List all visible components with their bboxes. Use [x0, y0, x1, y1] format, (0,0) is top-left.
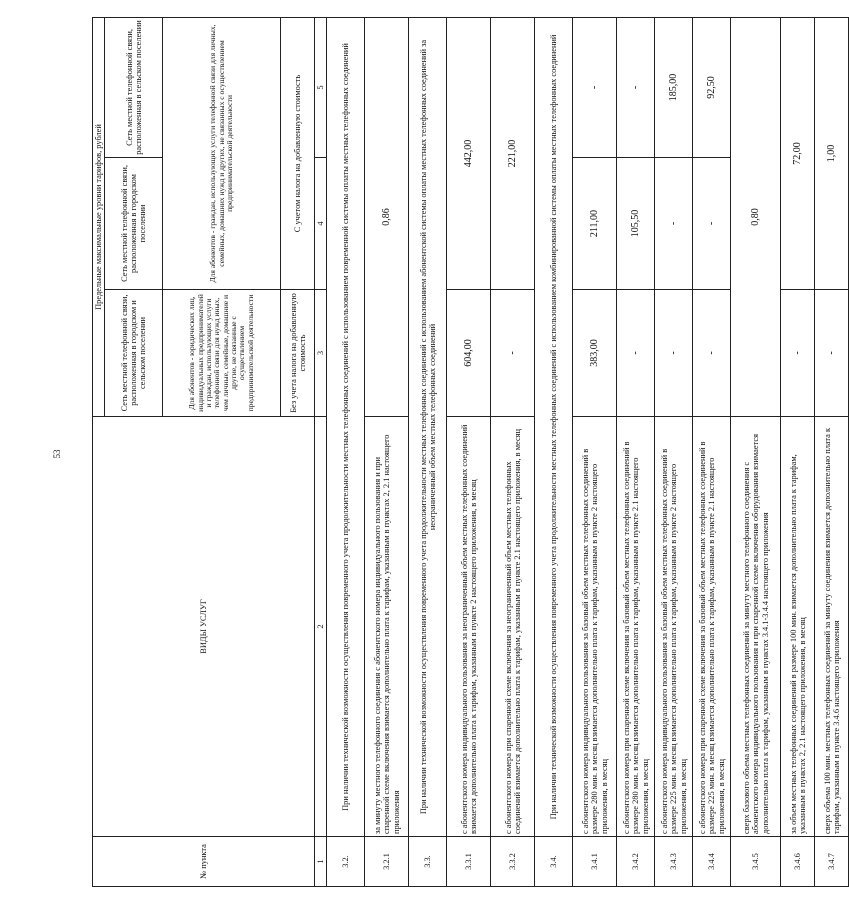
- row-description: с абонентского номера индивидуального пользования за базовый объем местных телефонных соединений в размере 225 мин. в месяц взимается дополнительно плата к тарифам, указанным в пункте 2 настоящего приложения, в месяц: [655, 417, 693, 837]
- header-without-vat: Без учета налога на добавленную стоимость: [281, 290, 315, 417]
- column-number-5: 5: [315, 18, 327, 158]
- table-row: [655, 18, 693, 887]
- row-description: за объем местных телефонных соединений в размере 100 мин. взимается дополнительно плата к тарифам, указанным в пунктах 2, 2.1 настоящего приложения, в месяц: [781, 417, 815, 837]
- table-row: [365, 18, 409, 887]
- header-tariff-group: Предельные максимальные уровни тарифов, рублей: [93, 18, 105, 417]
- table-row: [815, 18, 849, 887]
- row-description: с абонентского номера при спаренной схеме включения за неограниченный объем местных телефонных соединений взимается дополнительно плата к тарифам, указанным в пункте 2.1 настоящего приложения, в месяц: [491, 417, 535, 837]
- tariff-value-rural: -: [617, 18, 655, 158]
- row-description: сверх базового объема местных телефонных соединений за минуту местного телефонного соединения с абонентского номера индивидуального пользования и при спаренной схеме включения оборудования взимается дополнительно плата к тарифам, указанным в пунктах 3.4.1-3.4.4 настоящего приложения: [731, 417, 781, 837]
- page-number: 53: [52, 449, 62, 459]
- row-number: 3.4.2: [617, 837, 655, 887]
- row-number: 3.4.5: [731, 837, 781, 887]
- header-legal-entities: Для абонентов - юридических лиц, индивидуальных предпринимателей и граждан, использующих услуги телефонной связи для нужд иных, чем личные, семейные, домашние и другие, не связанные с осуществлением предпринимательской деятельности: [163, 290, 281, 417]
- row-description: за минуту местного телефонного соединения с абонентского номера индивидуального пользования и при спаренной схеме включения взимается дополнительно плата к тарифам, указанным в пунктах 2, 2.1 настоящего приложения: [365, 417, 409, 837]
- tariff-value-individual: 442,00: [447, 18, 491, 290]
- row-number: 3.4.: [535, 837, 573, 887]
- section-title: При наличии технической возможности осуществления повременного учета продолжительности местных телефонных соединений с использованием повременной системы оплаты местных телефонных соединений: [327, 18, 365, 837]
- tariff-value-individual: 1,00: [815, 18, 849, 290]
- table-row: [491, 18, 535, 887]
- row-description: с абонентского номера при спаренной схеме включения за базовый объем местных телефонных соединений в размере 280 мин. в месяц взимается дополнительно плата к тарифам, указанным в пункте 2.1 настоящего приложения, в месяц: [617, 417, 655, 837]
- table-row: [781, 18, 815, 887]
- tariff-value: 0,80: [731, 18, 781, 417]
- tariff-value-legal: -: [617, 290, 655, 417]
- row-description: с абонентского номера индивидуального пользования за неограниченный объем местных телефонных соединений взимается дополнительно плата к тарифам, указанным в пункте 2 настоящего приложения, в месяц: [447, 417, 491, 837]
- table-row: [617, 18, 655, 887]
- row-number: 3.4.6: [781, 837, 815, 887]
- header-with-vat: С учетом налога на добавленную стоимость: [281, 18, 315, 290]
- tariff-value-rural: 185,00: [655, 18, 693, 158]
- table-row: [447, 18, 491, 887]
- row-number: 3.4.7: [815, 837, 849, 887]
- table-row: [573, 18, 617, 887]
- tariff-value-legal: 383,00: [573, 290, 617, 417]
- column-number-3: 3: [315, 290, 327, 417]
- table-row: [535, 18, 573, 887]
- header-network-city-rural: Сеть местной телефонной связи, расположенная в городском и сельском поселении: [105, 290, 163, 417]
- row-description: с абонентского номера индивидуального пользования за базовый объем местных телефонных соединений в размере 280 мин. в месяц взимается дополнительно плата к тарифам, указанным в пункте 2 настоящего приложения, в месяц: [573, 417, 617, 837]
- column-number-4: 4: [315, 158, 327, 290]
- row-number: 3.3.: [409, 837, 447, 887]
- header-service-types: ВИДЫ УСЛУГ: [93, 417, 315, 837]
- tariff-value-individual: 221,00: [491, 18, 535, 290]
- header-individuals: Для абонентов - граждан, использующих услуги телефонной связи для личных, семейных, домашних нужд и других, не связанных с осуществлением предпринимательской деятельности: [163, 18, 281, 290]
- row-number: 3.4.1: [573, 837, 617, 887]
- column-number-2: 2: [315, 417, 327, 837]
- row-number: 3.2.: [327, 837, 365, 887]
- tariff-value-legal: -: [693, 290, 731, 417]
- table-row: [693, 18, 731, 887]
- row-number: 3.3.2: [491, 837, 535, 887]
- column-number-1: 1: [315, 837, 327, 887]
- tariff-table: [92, 17, 849, 887]
- tariff-value-legal: -: [781, 290, 815, 417]
- table-row: [409, 18, 447, 887]
- tariff-value-city: 211,00: [573, 158, 617, 290]
- table-row: [731, 18, 781, 887]
- row-description: сверх объема 100 мин. местных телефонных соединений за минуту соединения взимается дополнительно плата к тарифам, указанным в пункте 3.4.6 настоящего приложения: [815, 417, 849, 837]
- tariff-value-rural: 92,50: [693, 18, 731, 158]
- rotated-document: [92, 18, 841, 887]
- tariff-value-legal: -: [491, 290, 535, 417]
- tariff-value-legal: -: [815, 290, 849, 417]
- tariff-value-legal: 604,00: [447, 290, 491, 417]
- row-number: 3.4.3: [655, 837, 693, 887]
- section-title: При наличии технической возможности осуществления повременного учета продолжительности местных телефонных соединений с использованием комбинированной системы оплаты местных телефонных соединений: [535, 18, 573, 837]
- tariff-value-city: -: [655, 158, 693, 290]
- tariff-value-legal: -: [655, 290, 693, 417]
- row-number: 3.3.1: [447, 837, 491, 887]
- header-network-rural: Сеть местной телефонной связи, расположенная в сельском поселении: [105, 18, 163, 158]
- header-point-number: № пункта: [93, 837, 315, 887]
- section-title: При наличии технической возможности осуществления повременного учета продолжительности местных телефонных соединений с использованием абонентской системы оплаты местных телефонных соединений за неограниченный объем местных телефонных соединений: [409, 18, 447, 837]
- table-row: [327, 18, 365, 887]
- row-number: 3.4.4: [693, 837, 731, 887]
- header-network-city: Сеть местной телефонной связи, расположенная в городском поселении: [105, 158, 163, 290]
- tariff-value-city: -: [693, 158, 731, 290]
- row-number: 3.2.1: [365, 837, 409, 887]
- row-description: с абонентского номера при спаренной схеме включения за базовый объем местных телефонных соединений в размере 225 мин. в месяц взимается дополнительно плата к тарифам, указанным в пункте 2.1 настоящего приложения, в месяц: [693, 417, 731, 837]
- tariff-value: 0,86: [365, 18, 409, 417]
- tariff-value-rural: -: [573, 18, 617, 158]
- tariff-value-city: 105,50: [617, 158, 655, 290]
- tariff-value-individual: 72,00: [781, 18, 815, 290]
